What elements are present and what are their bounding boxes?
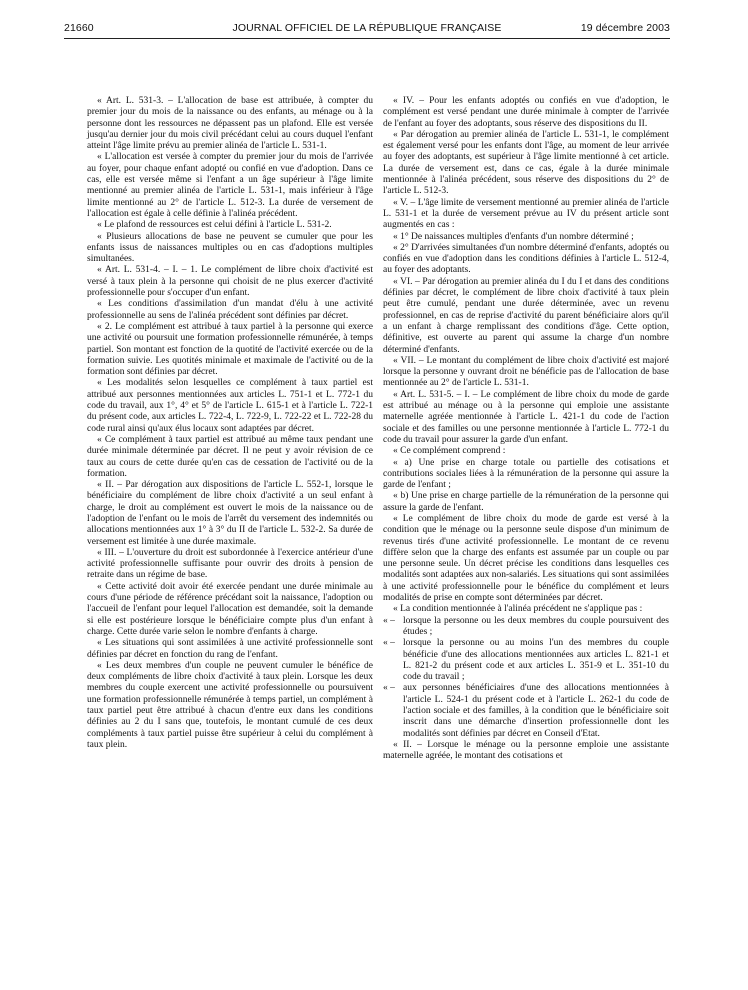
list-item-text: lorsque la personne ou au moins l'un des membres du couple bénéficie d'une des allocations mentionnées aux articles L. 821-1 et L. 821-2 du présent code et aux articles L. 351-9 et L. 351-10 du code du travail ; [403, 638, 669, 683]
paragraph: « VII. – Le montant du complément de libre choix d'activité est majoré lorsque la personne y ouvrant droit ne bénéficie pas de l'allocation de base mentionnée au 2° de l'article L. 531-1. [383, 355, 669, 389]
paragraph: « La condition mentionnée à l'alinéa précédent ne s'applique pas : [393, 604, 643, 615]
paragraph: « Les modalités selon lesquelles ce complément à taux partiel est attribué aux personnes mentionnées aux articles L. 751-1 et L. 772-1 du code du travail, aux 1°, 4° et 5° de l'article L. 615-1 et à l'article L. 722-1 du présent code, aux articles L. 722-4, L. 722-9, L. 722-22 et L. 722-28 du code rural ainsi qu'aux élus locaux sont adaptées par décret. [87, 378, 373, 434]
paragraph: « III. – L'ouverture du droit est subordonnée à l'exercice antérieur d'une activité professionnelle suffisante pour ouvrir des droits à pension de retraite dans un régime de base. [87, 547, 373, 581]
paragraph: « II. – Lorsque le ménage ou la personne emploie une assistante maternelle agréée, le montant des cotisations et [383, 739, 669, 762]
list-item [383, 638, 669, 683]
list-dash: « – [383, 683, 395, 694]
list-item-text: aux personnes bénéficiaires d'une des allocations mentionnées à l'article L. 524-1 du présent code et à l'article L. 262-1 du code de l'action sociale et des familles, à la condition que le bénéficiaire soit inscrit dans une démarche d'insertion professionnelle dont les modalités sont définies par décret en Conseil d'Etat. [403, 683, 669, 739]
paragraph: « 1° De naissances multiples d'enfants d'un nombre déterminé ; [393, 231, 634, 242]
paragraph: « VI. – Par dérogation au premier alinéa du I du I et dans des conditions définies par décret, le complément de libre choix d'activité à taux plein peut être cumulé, pendant une durée déterminée, avec un revenu professionnel, en cas de reprise d'activité du parent bénéficiaire alors qu'il a un enfant à charge remplissant des conditions d'âge. Cette option, définitive, est ouverte au parent qui assume la charge d'un nombre déterminé d'enfants. [383, 276, 669, 355]
paragraph: « Art. L. 531-4. – I. – 1. Le complément de libre choix d'activité est versé à taux plein à la personne qui choisit de ne plus exercer d'activité professionnelle pour s'occuper d'un enfant. [87, 265, 373, 299]
paragraph: « V. – L'âge limite de versement mentionné au premier alinéa de l'article L. 531-1 et la durée de versement prévue au IV du présent article sont augmentés en cas : [383, 197, 669, 231]
paragraph: « 2. Le complément est attribué à taux partiel à la personne qui exerce une activité ou poursuit une formation professionnelle rémunérée, à temps partiel. Son montant est fonction de la quotité de l'activité exercée ou de la formation suivie. Les quotités minimale et maximale de l'activité ou de la formation sont définies par décret. [87, 321, 373, 378]
paragraph: « Les conditions d'assimilation d'un mandat d'élu à une activité professionnelle au sens de l'alinéa précédent sont définies par décret. [87, 299, 373, 321]
paragraph: « Les situations qui sont assimilées à une activité professionnelle sont définies par décret en fonction du rang de l'enfant. [87, 638, 373, 660]
paragraph: « Cette activité doit avoir été exercée pendant une durée minimale au cours d'une période de référence précédant soit la naissance, l'adoption ou l'accueil de l'enfant pour lequel l'allocation est demandée, soit la demande si elle est postérieure lorsque le bénéficiaire compte plus d'un enfant à charge. Cette durée varie selon le nombre d'enfants à charge. [87, 581, 373, 637]
list-dash: « – [383, 615, 395, 626]
paragraph: « Ce complément comprend : [393, 446, 506, 457]
list-item-text: lorsque la personne ou les deux membres du couple poursuivent des études ; [403, 615, 669, 637]
paragraph: « a) Une prise en charge totale ou partielle des cotisations et contributions sociales liées à la rémunération de la personne qui assure la garde de l'enfant ; [383, 457, 669, 491]
paragraph: « Ce complément à taux partiel est attribué au même taux pendant une durée minimale déterminée par décret. Il ne peut y avoir révision de ce taux au cours de cette durée qu'en cas de cessation de l'activité ou de la formation. [87, 434, 373, 479]
paragraph: « Le plafond de ressources est celui défini à l'article L. 531-2. [97, 220, 332, 231]
list-dash: « – [383, 638, 395, 649]
paragraph: « Les deux membres d'un couple ne peuvent cumuler le bénéfice de deux compléments de libre choix d'activité à taux plein. Lorsque les deux membres du couple exercent une activité professionnelle ou poursuivent une formation professionnelle rémunérée à temps partiel, un complément à taux partiel peut être attribué à chacun d'entre eux dans les conditions définies au 2 du I sans que, toutefois, le montant cumulé de ces deux compléments à taux partiel puisse être supérieur à celui du complément à taux plein. [87, 660, 373, 750]
issue-date: 19 décembre 2003 [580, 22, 670, 34]
page-header [64, 22, 670, 36]
paragraph: « Le complément de libre choix du mode de garde est versé à la condition que le ménage ou la personne seule dispose d'un minimum de revenus tirés d'une activité professionnelle. Le montant de ce revenu diffère selon que la charge des enfants est assumée par un couple ou par une personne seule. Un décret précise les conditions dans lesquelles ces modalités sont adaptées aux non-salariés. Les situations qui sont assimilées à une activité professionnelle pour le bénéfice du complément et leurs modalités de prise en compte sont déterminées par décret. [383, 513, 670, 604]
paragraph: « L'allocation est versée à compter du premier jour du mois de l'arrivée au foyer, pour chaque enfant adopté ou confié en vue d'adoption. Dans ce cas, elle est versée même si l'enfant a un âge supérieur à l'âge limite mentionné au premier alinéa de l'article L. 531-1, mais inférieur à l'âge limite mentionné au 2° de l'article L. 512-3. La durée de versement de l'allocation est égale à celle définie à l'alinéa précédent. [87, 152, 373, 219]
list-item [383, 616, 669, 639]
paragraph: « IV. – Pour les enfants adoptés ou confiés en vue d'adoption, le complément est versé pendant une durée minimale à compter de l'arrivée de l'enfant au foyer des adoptants, sous réserve des dispositions du II. [383, 96, 669, 129]
paragraph: « Art. L. 531-3. – L'allocation de base est attribuée, à compter du premier jour du mois de la naissance ou des enfants, au ménage ou à la personne dont les ressources ne dépassent pas un plafond. Elle est versée jusqu'au dernier jour du mois civil précédant celui au cours duquel l'enfant atteint l'âge limite prévu au premier alinéa de l'article L. 531-1. [87, 96, 373, 152]
paragraph: « 2° D'arrivées simultanées d'un nombre déterminé d'enfants, adoptés ou confiés en vue d'adoption dans les conditions définies à l'article L. 512-4, au foyer des adoptants. [383, 242, 669, 276]
paragraph: « Art. L. 531-5. – I. – Le complément de libre choix du mode de garde est attribué au ménage ou à la personne qui emploie une assistante maternelle agréée mentionnée à l'article L. 421-1 du code de l'action sociale et des familles ou une personne mentionnée à l'article L. 772-1 du code du travail pour assurer la garde d'un enfant. [383, 389, 669, 445]
paragraph: « II. – Par dérogation aux dispositions de l'article L. 552-1, lorsque le bénéficiaire du complément de libre choix d'activité a un seul enfant à charge, le droit au complément est ouvert le mois de la naissance ou de l'adoption de l'enfant ou le mois de l'arrêt du versement des indemnités ou allocations mentionnées aux 1° à 3° du II de l'article L. 532-2. Sa durée de versement est limitée à une durée maximale. [87, 480, 373, 547]
paragraph: « Par dérogation au premier alinéa de l'article L. 531-1, le complément est également versé pour les enfants dont l'âge, au moment de leur arrivée au foyer des adoptants, est supérieur à l'âge limite mentionné à cet article. La durée de versement est, dans ce cas, égale à la durée minimale mentionnée à l'alinéa précédent, sous réserve des dispositions du 2° de l'article L. 512-3. [383, 129, 669, 197]
journal-title: JOURNAL OFFICIEL DE LA RÉPUBLIQUE FRANÇAISE [232, 22, 502, 34]
paragraph: « b) Une prise en charge partielle de la rémunération de la personne qui assure la garde de l'enfant. [383, 491, 669, 513]
list-item [383, 683, 669, 739]
left-column [87, 96, 373, 751]
page-number: 21660 [64, 22, 94, 34]
right-column [383, 96, 669, 763]
paragraph: « Plusieurs allocations de base ne peuvent se cumuler que pour les enfants issus de naissances multiples ou en cas d'adoptions multiples simultanées. [87, 231, 373, 265]
header-rule [64, 38, 670, 39]
